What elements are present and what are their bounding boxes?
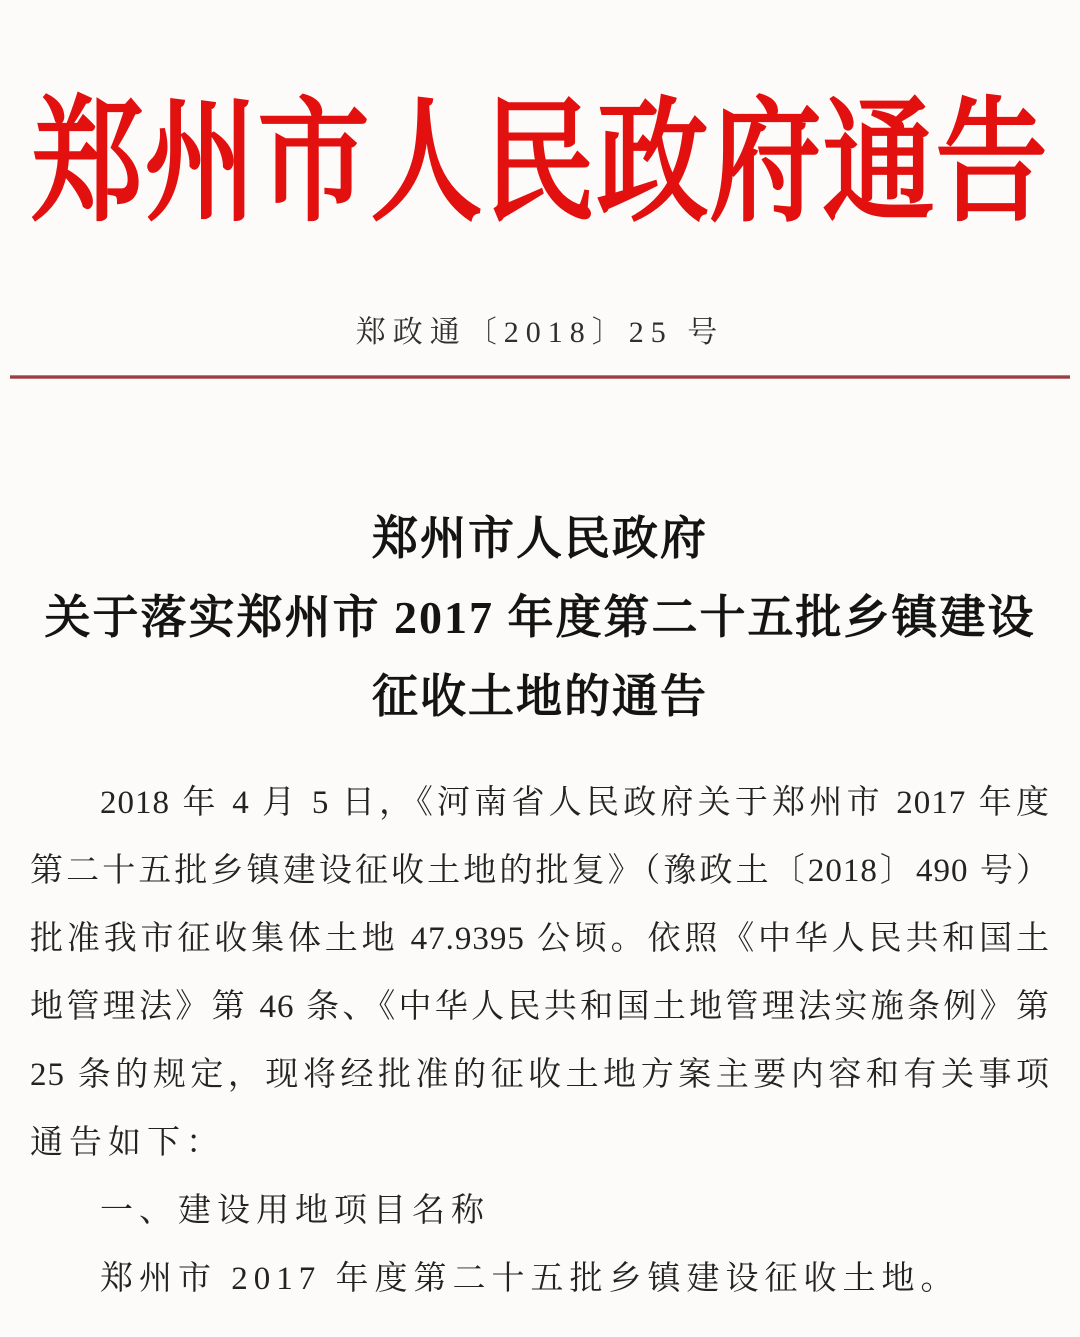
document-title <box>0 499 1080 736</box>
body-line-2: 第二十五批乡镇建设征收土地的批复》（豫政土〔2018〕490 号） <box>30 853 1050 889</box>
body-line-4: 地管理法》第 46 条、《中华人民共和国土地管理法实施条例》第 <box>30 989 1050 1025</box>
body-line-1: 2018 年 4 月 5 日，《河南省人民政府关于郑州市 2017 年度 <box>100 785 1050 821</box>
body-line-8: 郑州市 2017 年度第二十五批乡镇建设征收土地。 <box>100 1261 960 1297</box>
body-line-5: 25 条的规定，现将经批准的征收土地方案主要内容和有关事项 <box>30 1057 1050 1093</box>
document-body <box>30 769 1050 1313</box>
document-title-line-1: 郑州市人民政府 <box>372 513 708 564</box>
body-line-6: 通告如下： <box>30 1125 225 1161</box>
document-title-line-2: 关于落实郑州市 2017 年度第二十五批乡镇建设 <box>44 592 1036 643</box>
doc-number: 郑政通〔2018〕25 号 <box>355 316 725 349</box>
section-heading-project-name: 一、建设用地项目名称 <box>100 1193 490 1229</box>
body-line-3: 批准我市征收集体土地 47.9395 公顷。依照《中华人民共和国土 <box>30 921 1050 957</box>
red-divider-line <box>10 375 1070 379</box>
masthead-title: 郑州市人民政府通告 <box>31 89 1049 239</box>
document-title-line-3: 征收土地的通告 <box>372 671 708 722</box>
